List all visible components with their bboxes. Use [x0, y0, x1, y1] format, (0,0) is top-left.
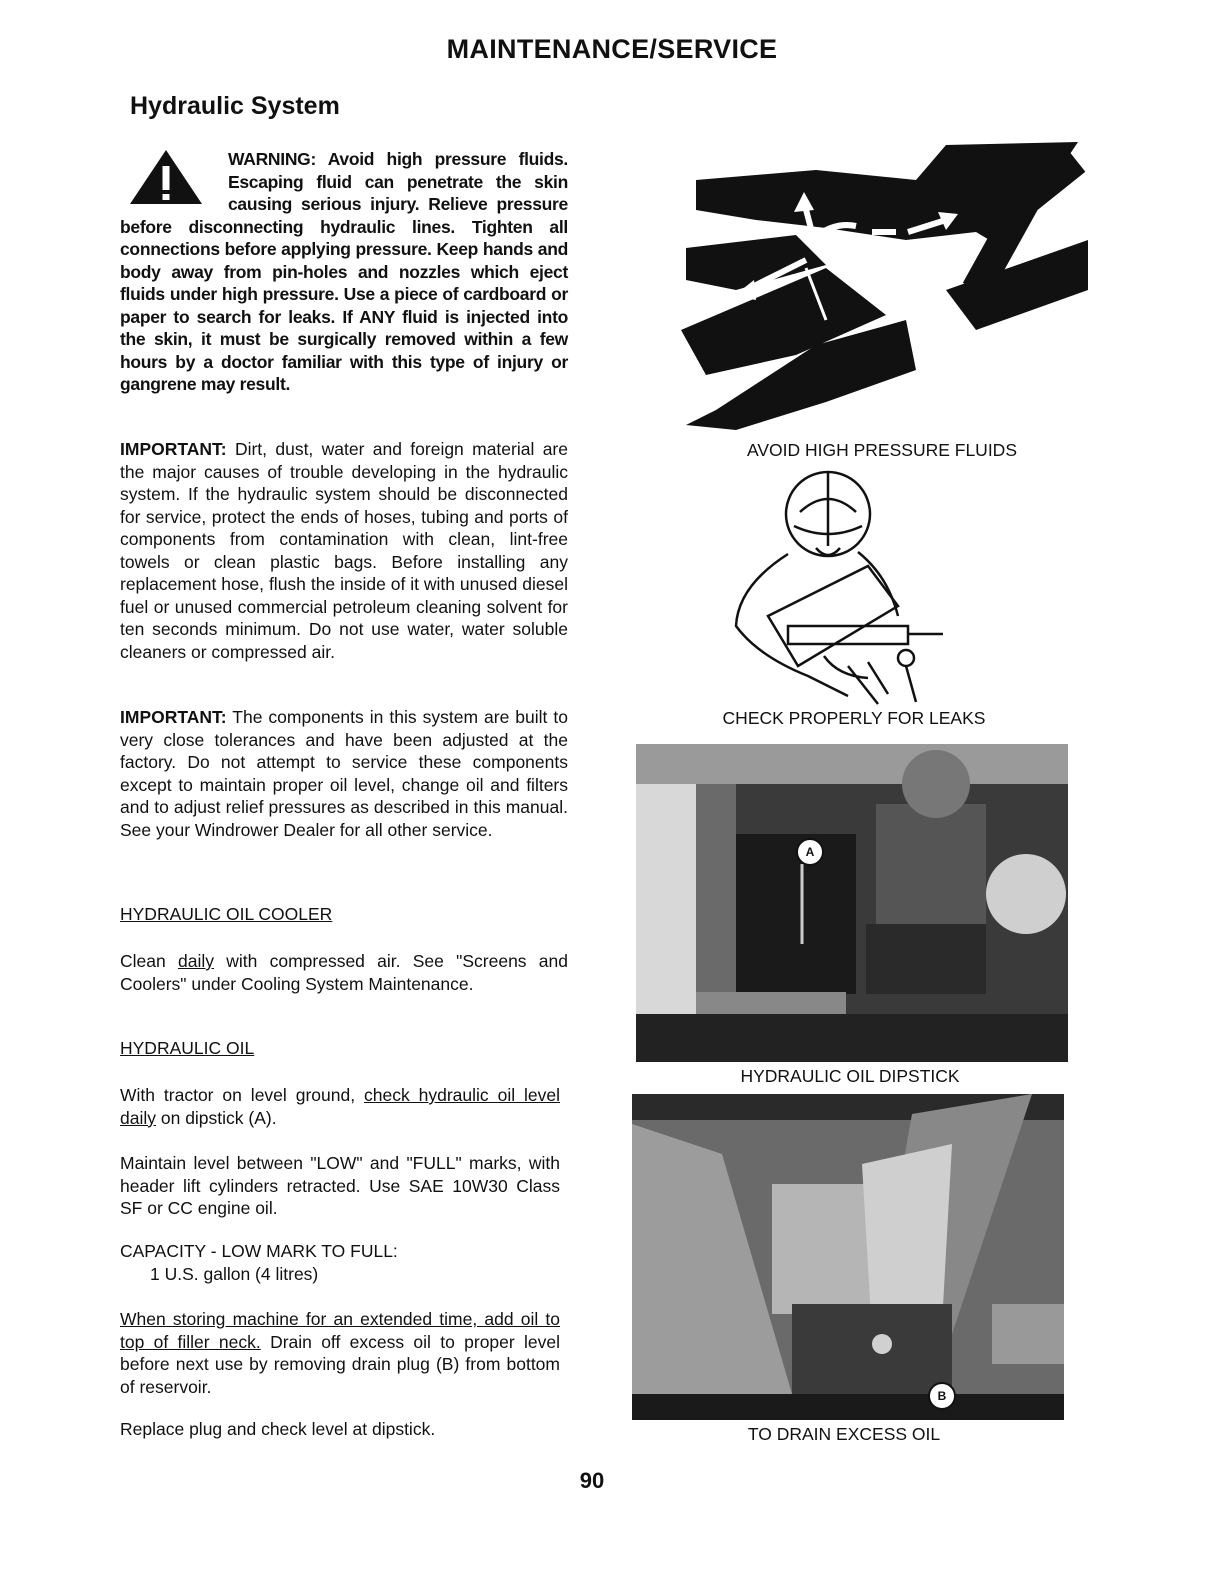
- dipstick-photo-content: [636, 744, 1068, 1062]
- leak-check-illustration: [728, 466, 948, 706]
- text: Clean: [120, 951, 178, 971]
- text: on dipstick (A).: [156, 1107, 277, 1128]
- capacity-label: CAPACITY - LOW MARK TO FULL:: [120, 1241, 398, 1261]
- important-paragraph-2: [120, 706, 568, 841]
- warning-paragraph: [120, 148, 568, 396]
- important-label: IMPORTANT:: [120, 707, 227, 727]
- page-header: MAINTENANCE/SERVICE: [446, 34, 778, 64]
- important-label: IMPORTANT:: [120, 439, 227, 459]
- important-text: Dirt, dust, water and foreign material are the major causes of trouble developing in the hydraulic system. If the hydraulic system should be disconnected for service, protect the ends of hoses, tubing and ports of components from contamination with clean, lint-free towels or clean plastic bags. Before installing any replacement hose, flush the inside of it with unused diesel fuel or unused commercial petroleum cleaning solvent for ten seconds minimum. Do not use water, water soluble cleaners or compressed air.: [120, 439, 568, 662]
- marker-b: B: [928, 1382, 956, 1410]
- important-text: The components in this system are built to very close tolerances and have been adjusted at the factory. Do not attempt to service these components except to maintain proper oil level, change oil and filters and to adjust relief pressures as described in this manual. See your Windrower Dealer for all other service.: [120, 707, 568, 840]
- section-title: Hydraulic System: [130, 92, 340, 120]
- check-level-paragraph: [120, 1084, 560, 1129]
- drain-plug-photo: [632, 1094, 1064, 1420]
- page-number: 90: [579, 1468, 605, 1493]
- drain-plug-photo-content: [632, 1094, 1064, 1420]
- important-paragraph-1: [120, 438, 568, 663]
- high-pressure-hand-illustration: [676, 140, 1088, 430]
- figure-caption: AVOID HIGH PRESSURE FLUIDS: [746, 440, 1017, 460]
- storing-paragraph: [120, 1308, 560, 1398]
- underlined-text: daily: [177, 951, 214, 971]
- capacity-value: 1 U.S. gallon (4 litres): [150, 1264, 319, 1284]
- text: With tractor on level ground,: [120, 1085, 364, 1105]
- replace-plug-paragraph: Replace plug and check level at dipstick.: [120, 1419, 436, 1439]
- marker-a: A: [796, 838, 824, 866]
- figure-caption: TO DRAIN EXCESS OIL: [747, 1424, 941, 1444]
- underlined-text: check hydraulic oil level daily: [120, 1085, 560, 1128]
- text: Drain off excess oil to proper level before next use by removing drain plug (B) from bottom of reservoir.: [120, 1331, 561, 1397]
- figure-caption: HYDRAULIC OIL DIPSTICK: [740, 1066, 960, 1086]
- oil-cooler-heading: HYDRAULIC OIL COOLER: [120, 904, 333, 924]
- underlined-text: When storing machine for an extended time, add oil to top of filler neck.: [120, 1309, 560, 1352]
- warning-text: WARNING: Avoid high pressure fluids. Escaping fluid can penetrate the skin causing serious injury. Relieve pressure before disconnecting hydraulic lines. Tighten all connections before applying pressure. Keep hands and body away from pin-holes and nozzles which eject fluids under high pressure. Use a piece of cardboard or paper to search for leaks. If ANY fluid is injected into the skin, it must be surgically removed within a few hours by a doctor familiar with this type of injury or gangrene may result.: [120, 149, 568, 394]
- hydraulic-oil-heading: HYDRAULIC OIL: [120, 1038, 255, 1058]
- warning-triangle-icon: [126, 148, 206, 206]
- oil-cooler-paragraph: [120, 950, 568, 995]
- maintain-level-paragraph: Maintain level between "LOW" and "FULL" marks, with header lift cylinders retracted. Use SAE 10W30 Class SF or CC engine oil.: [120, 1153, 560, 1218]
- text: with compressed air. See "Screens and Coolers" under Cooling System Maintenance.: [120, 951, 569, 994]
- figure-caption: CHECK PROPERLY FOR LEAKS: [722, 708, 986, 728]
- dipstick-photo: [636, 744, 1068, 1062]
